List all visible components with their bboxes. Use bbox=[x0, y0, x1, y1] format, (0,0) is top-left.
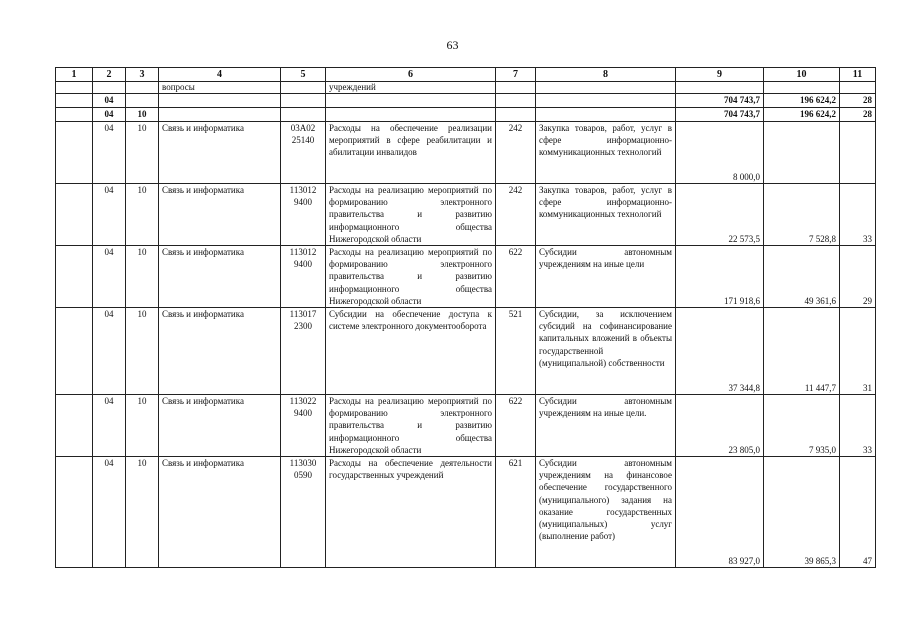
table-row bbox=[56, 184, 876, 246]
total-row bbox=[56, 94, 876, 108]
table-row bbox=[56, 457, 876, 568]
table-row bbox=[56, 395, 876, 457]
expense-type-code-cell: 242 bbox=[496, 122, 536, 184]
amount-cell: 83 927,0 bbox=[676, 457, 764, 568]
section-name-cell: Связь и информатика bbox=[159, 395, 281, 457]
expense-name-cell: Расходы на реализацию мероприятий по формированию электронного правительства и развитию информационного общества Нижегородской области bbox=[326, 246, 496, 308]
section-code-cell: 04 bbox=[93, 184, 126, 246]
expense-name-cell: Расходы на реализацию мероприятий по формированию электронного правительства и развитию информационного общества Нижегородской области bbox=[326, 395, 496, 457]
table-row bbox=[56, 246, 876, 308]
amount-cell: 196 624,2 bbox=[764, 94, 840, 108]
subsection-code-cell: 10 bbox=[126, 395, 159, 457]
section-name-cell: Связь и информатика bbox=[159, 308, 281, 395]
subsection-code-cell: 10 bbox=[126, 457, 159, 568]
expense-type-name-cell: Субсидии автономным учреждениям на иные цели. bbox=[536, 395, 676, 457]
percent-cell bbox=[840, 122, 876, 184]
expense-type-code-cell: 521 bbox=[496, 308, 536, 395]
subsection-code-cell: 10 bbox=[126, 184, 159, 246]
amount-cell: 37 344,8 bbox=[676, 308, 764, 395]
header-cell: 5 bbox=[281, 68, 326, 82]
amount-cell: 23 805,0 bbox=[676, 395, 764, 457]
section-name-cell: Связь и информатика bbox=[159, 122, 281, 184]
total-row bbox=[56, 108, 876, 122]
expense-type-code-cell: 621 bbox=[496, 457, 536, 568]
section-name-cell: Связь и информатика bbox=[159, 184, 281, 246]
header-cell: 9 bbox=[676, 68, 764, 82]
continuation-row bbox=[56, 82, 876, 94]
expense-type-code-cell: 622 bbox=[496, 395, 536, 457]
amount-cell: 22 573,5 bbox=[676, 184, 764, 246]
budget-table bbox=[55, 67, 876, 568]
section-code-cell: 04 bbox=[93, 246, 126, 308]
subsection-code-cell: 10 bbox=[126, 308, 159, 395]
target-code-cell: 113017 2300 bbox=[281, 308, 326, 395]
expense-type-name-cell: Субсидии автономным учреждениям на иные цели bbox=[536, 246, 676, 308]
target-code-cell: 113012 9400 bbox=[281, 246, 326, 308]
expense-name-cell: Расходы на обеспечение реализации мероприятий в сфере реабилитации и абилитации инвалидов bbox=[326, 122, 496, 184]
section-name-cell: Связь и информатика bbox=[159, 457, 281, 568]
target-code-cell: 113030 0590 bbox=[281, 457, 326, 568]
percent-cell: 28 bbox=[840, 94, 876, 108]
table-row bbox=[56, 122, 876, 184]
expense-type-name-cell: Субсидии, за исключением субсидий на софинансирование капитальных вложений в объекты государственной (муниципальной) собственности bbox=[536, 308, 676, 395]
amount-cell: 704 743,7 bbox=[676, 94, 764, 108]
subsection-code-cell: 10 bbox=[126, 246, 159, 308]
expense-name-cell: Субсидии на обеспечение доступа к системе электронного документооборота bbox=[326, 308, 496, 395]
section-name-cell: вопросы bbox=[159, 82, 281, 94]
expense-type-name-cell: Закупка товаров, работ, услуг в сфере информационно-коммуникационных технологий bbox=[536, 184, 676, 246]
amount-cell: 196 624,2 bbox=[764, 108, 840, 122]
expense-name-cell: Расходы на реализацию мероприятий по формированию электронного правительства и развитию информационного общества Нижегородской области bbox=[326, 184, 496, 246]
amount-cell: 171 918,6 bbox=[676, 246, 764, 308]
amount-cell: 704 743,7 bbox=[676, 108, 764, 122]
amount-cell bbox=[764, 122, 840, 184]
table-row bbox=[56, 308, 876, 395]
section-code-cell: 04 bbox=[93, 94, 126, 108]
percent-cell: 33 bbox=[840, 184, 876, 246]
expense-type-code-cell: 622 bbox=[496, 246, 536, 308]
target-code-cell: 03А02 25140 bbox=[281, 122, 326, 184]
percent-cell: 47 bbox=[840, 457, 876, 568]
amount-cell: 11 447,7 bbox=[764, 308, 840, 395]
subsection-code-cell: 10 bbox=[126, 122, 159, 184]
amount-cell: 49 361,6 bbox=[764, 246, 840, 308]
amount-cell: 8 000,0 bbox=[676, 122, 764, 184]
target-code-cell: 113022 9400 bbox=[281, 395, 326, 457]
section-name-cell: Связь и информатика bbox=[159, 246, 281, 308]
expense-name-cell: Расходы на обеспечение деятельности государственных учреждений bbox=[326, 457, 496, 568]
header-cell: 10 bbox=[764, 68, 840, 82]
percent-cell: 31 bbox=[840, 308, 876, 395]
section-code-cell: 04 bbox=[93, 457, 126, 568]
header-cell: 4 bbox=[159, 68, 281, 82]
expense-type-name-cell: Субсидии автономным учреждениям на финансовое обеспечение государственного (муниципального) задания на оказание государственных (муниципальных) услуг (выполнение работ) bbox=[536, 457, 676, 568]
amount-cell: 7 935,0 bbox=[764, 395, 840, 457]
expense-type-name-cell: Закупка товаров, работ, услуг в сфере информационно-коммуникационных технологий bbox=[536, 122, 676, 184]
expense-name-cell: учреждений bbox=[326, 82, 496, 94]
expense-type-code-cell: 242 bbox=[496, 184, 536, 246]
percent-cell: 29 bbox=[840, 246, 876, 308]
section-code-cell: 04 bbox=[93, 108, 126, 122]
section-code-cell: 04 bbox=[93, 308, 126, 395]
amount-cell: 7 528,8 bbox=[764, 184, 840, 246]
header-row bbox=[56, 68, 876, 82]
target-code-cell: 113012 9400 bbox=[281, 184, 326, 246]
header-cell: 3 bbox=[126, 68, 159, 82]
header-cell: 1 bbox=[56, 68, 93, 82]
amount-cell: 39 865,3 bbox=[764, 457, 840, 568]
percent-cell: 28 bbox=[840, 108, 876, 122]
header-cell: 7 bbox=[496, 68, 536, 82]
section-code-cell: 04 bbox=[93, 395, 126, 457]
page-number: 63 bbox=[446, 38, 459, 52]
header-cell: 11 bbox=[840, 68, 876, 82]
percent-cell: 33 bbox=[840, 395, 876, 457]
subsection-code-cell: 10 bbox=[126, 108, 159, 122]
subsection-code-cell bbox=[126, 94, 159, 108]
header-cell: 6 bbox=[326, 68, 496, 82]
section-code-cell: 04 bbox=[93, 122, 126, 184]
header-cell: 8 bbox=[536, 68, 676, 82]
header-cell: 2 bbox=[93, 68, 126, 82]
